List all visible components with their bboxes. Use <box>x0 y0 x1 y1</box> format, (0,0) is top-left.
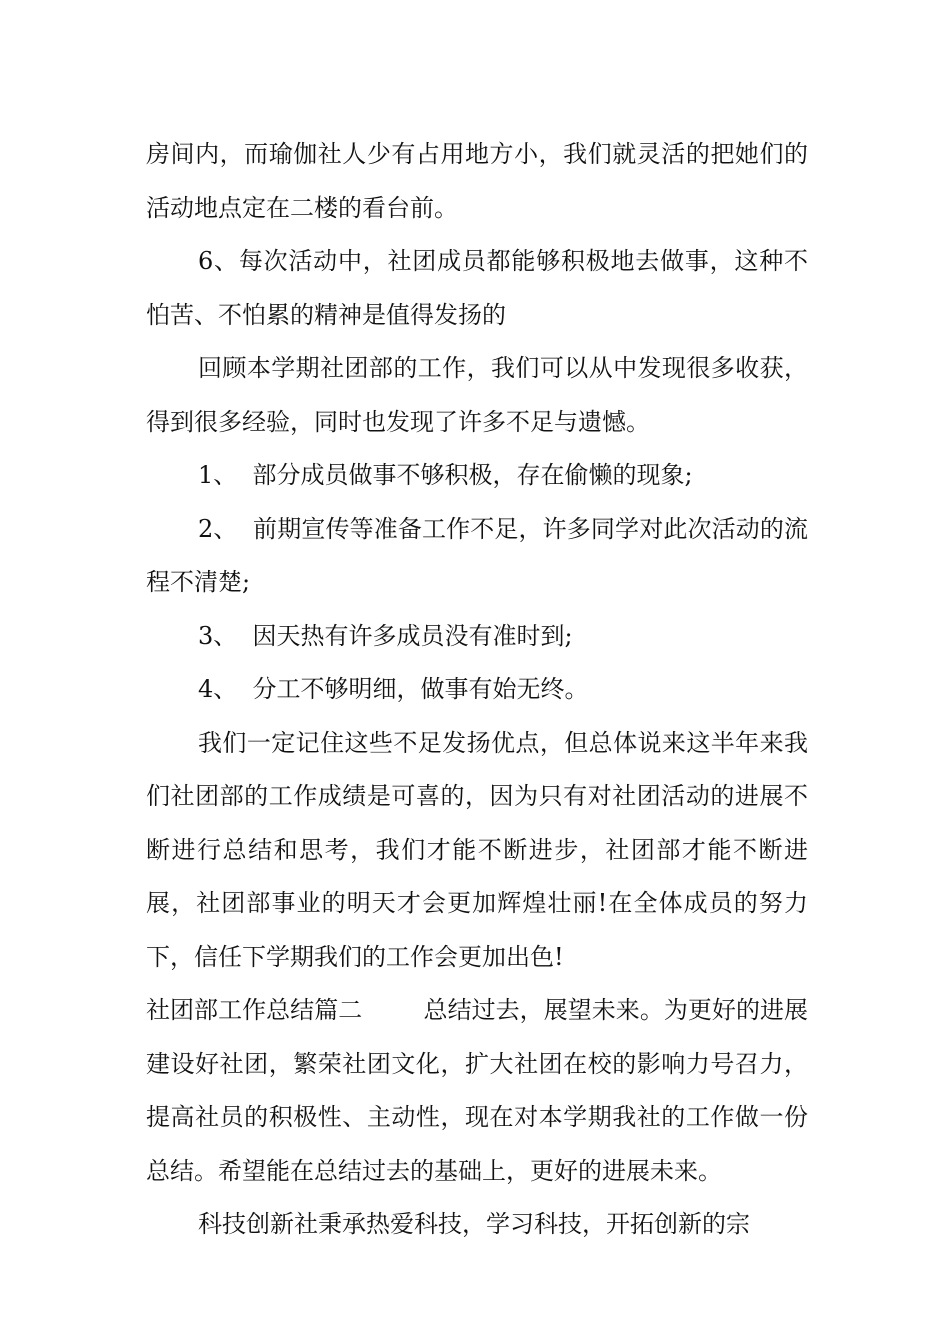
paragraph-2: 6、每次活动中，社团成员都能够积极地去做事，这种不怕苦、不怕累的精神是值得发扬的 <box>146 247 808 329</box>
paragraph-1: 房间内，而瑜伽社人少有占用地方小，我们就灵活的把她们的活动地点定在二楼的看台前。 <box>146 140 808 222</box>
section-heading-paragraph: 社团部工作总结篇二 总结过去，展望未来。为更好的进展建设好社团，繁荣社团文化，扩大社团在校的影响力号召力，提高社员的积极性、主动性，现在对本学期我社的工作做一份总结。希望能在总结过去的基础上，更好的进展未来。 <box>146 996 808 1185</box>
paragraph-5: 科技创新社秉承热爱科技，学习科技，开拓创新的宗 <box>198 1210 750 1238</box>
list-item-3: 3、 因天热有许多成员没有准时到; <box>198 621 573 650</box>
list-item-4: 4、 分工不够明细，做事有始无终。 <box>198 675 589 703</box>
paragraph-4: 我们一定记住这些不足发扬优点，但总体说来这半年来我们社团部的工作成绩是可喜的，因为只有对社团活动的进展不断进行总结和思考，我们才能不断进步，社团部才能不断进展，社团部事业的明天才会更加辉煌壮丽!在全体成员的努力下，信任下学期我们的工作会更加出色! <box>146 728 808 971</box>
list-item-1: 1、 部分成员做事不够积极，存在偷懒的现象; <box>198 461 693 489</box>
list-item-2: 2、 前期宣传等准备工作不足，许多同学对此次活动的流程不清楚; <box>146 514 808 596</box>
document-body <box>146 128 808 1252</box>
paragraph-3: 回顾本学期社团部的工作，我们可以从中发现很多收获，得到很多经验，同时也发现了许多不足与遗憾。 <box>146 354 808 436</box>
